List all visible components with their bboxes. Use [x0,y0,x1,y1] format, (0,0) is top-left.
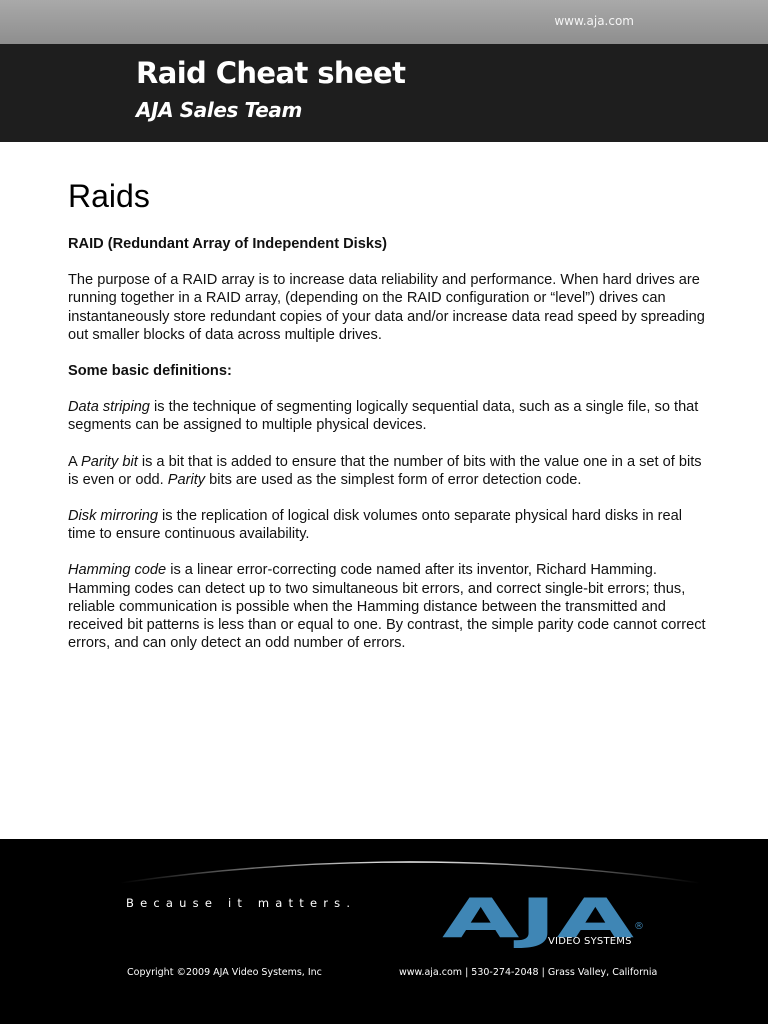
document-header [0,44,768,142]
parity-term: Parity bit [80,453,138,470]
top-bar [0,0,768,44]
mirroring-definition [68,507,708,543]
website-url[interactable]: www.aja.com [554,14,634,28]
mirroring-term: Disk mirroring [68,508,158,525]
contact-info[interactable]: www.aja.com | 530-274-2048 | Grass Valley, California [399,967,658,978]
hamming-text: is a linear error-correcting code named after its inventor, Richard Hamming. Hamming codes can detect up to two simultaneous bit errors, and correct single-bit errors; thus, reliable communication is possible when the Hamming distance between the transmitted and received bit patterns is less than or equal to one. By contrast, the simple parity code cannot correct errors, and can only detect an odd number of errors. [68,562,706,652]
parity-definition [68,453,708,489]
logo-subtitle: VIDEO SYSTEMS [548,936,632,947]
parity-text: is a bit that is added to ensure that the number of bits with the value one in a set of bits is even or odd. [68,453,702,488]
striping-term: Data striping [68,399,150,416]
raid-expansion: RAID (Redundant Array of Independent Disks) [68,236,387,252]
aja-logo-text: AJA [442,891,635,950]
hamming-term: Hamming code [68,562,167,579]
parity-prefix: A [68,453,81,470]
definitions-heading: Some basic definitions: [68,363,232,380]
section-heading: Raids [68,178,150,214]
purpose-paragraph: The purpose of a RAID array is to increase data reliability and performance. When hard drives are running together in a RAID array, (depending on the RAID configuration or “level”) drives can instantaneously store redundant copies of your data and/or increase data read speed by spreading out smaller blocks of data across multiple drives. [68,272,705,343]
parity-text-2: bits are used as the simplest form of error detection code. [205,471,582,488]
mirroring-text: is the replication of logical disk volumes onto separate physical hard disks in real time to ensure continuous availability. [68,508,683,543]
tagline: Because it matters. [126,896,357,910]
document-body [68,178,708,670]
copyright-text: Copyright ©2009 AJA Video Systems, Inc [127,967,322,978]
document-title: Raid Cheat sheet [136,56,406,90]
parity-term-2: Parity [167,471,206,488]
hamming-definition [68,561,708,652]
registered-mark: ® [634,921,644,932]
decorative-arc [120,849,700,889]
document-footer [0,839,768,1024]
document-subtitle: AJA Sales Team [136,98,302,122]
striping-text: is the technique of segmenting logically sequential data, such as a single file, so that segments can be assigned to multiple physical devices. [68,399,699,434]
striping-definition [68,398,708,434]
